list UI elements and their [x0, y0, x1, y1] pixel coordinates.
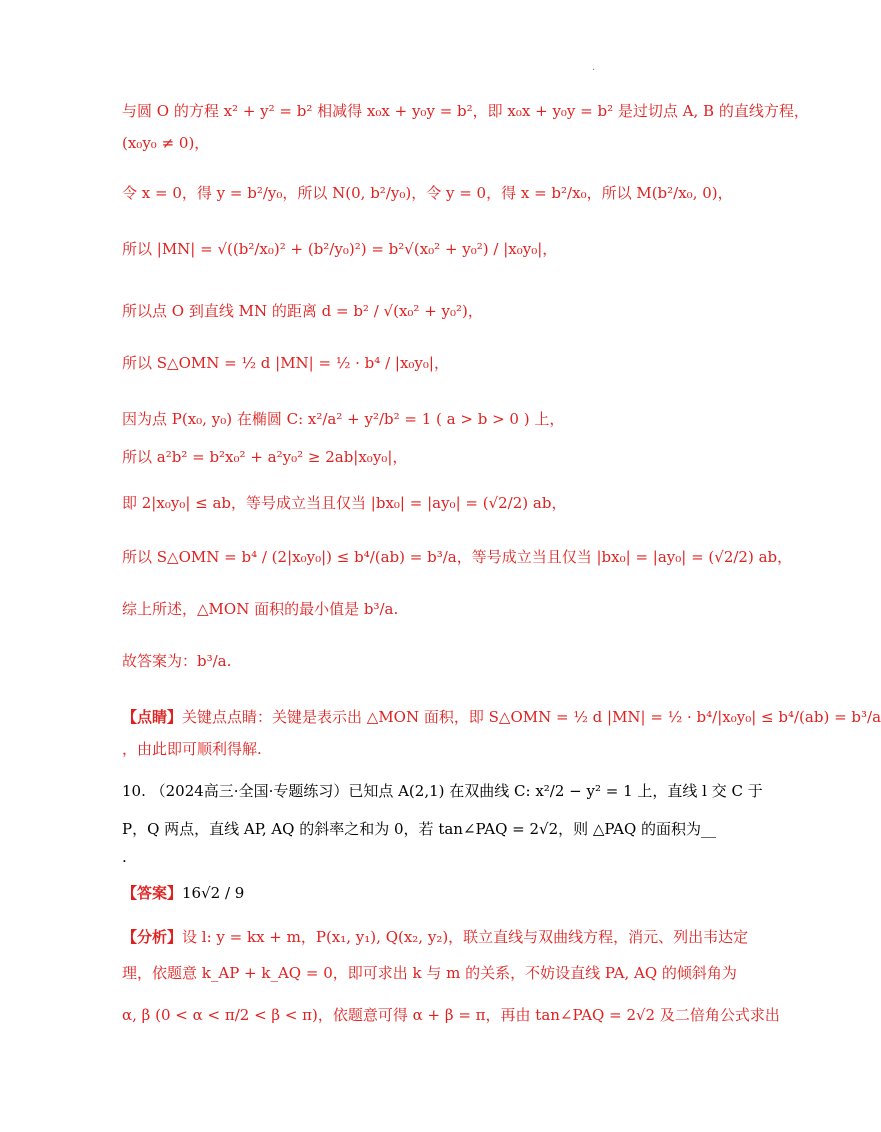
line-text: 所以 a²b² = b²x₀² + a²y₀² ≥ 2ab|x₀y₀|， [122, 448, 408, 466]
answer-value: 16√2 / 9 [182, 884, 245, 902]
line-analysis-2 [122, 962, 737, 984]
analysis-tag: 【分析】 [122, 928, 183, 946]
line-area-bound [122, 546, 792, 568]
line-area-expression [122, 352, 449, 374]
line-text: . [122, 848, 127, 866]
line-distance [122, 300, 483, 322]
line-text: ，由此即可顺利得解. [122, 740, 262, 758]
line-text: 理，依题意 k_AP + k_AQ = 0，即可求出 k 与 m 的关系，不妨设直线 PA, AQ 的倾斜角为 [122, 964, 737, 982]
line-key-point-end [122, 738, 262, 760]
line-text: 设 l: y = kx + m，P(x₁, y₁), Q(x₂, y₂)，联立直线与双曲线方程，消元、列出韦达定 [182, 928, 749, 946]
page-mark: . [592, 62, 596, 73]
line-text: 故答案为：b³/a. [122, 652, 232, 670]
line-text: 即 2|x₀y₀| ≤ ab，等号成立当且仅当 |bx₀| = |ay₀| = (√2/2) ab， [122, 494, 567, 512]
line-question-10-cont [122, 818, 716, 840]
line-answer [122, 650, 231, 672]
line-text: 所以 S△OMN = ½ d |MN| = ½ · b⁴ / |x₀y₀|， [122, 354, 449, 372]
line-text: α, β (0 < α < π/2 < β < π)，依题意可得 α + β = π，再由 tan∠PAQ = 2√2 及二倍角公式求出 [122, 1006, 780, 1024]
line-text: 因为点 P(x₀, y₀) 在椭圆 C: x²/a² + y²/b² = 1 ( a > b > 0 ) 上， [122, 410, 565, 428]
line-text: 所以点 O 到直线 MN 的距离 d = b² / √(x₀² + y₀²)， [122, 302, 483, 320]
line-text: 所以 S△OMN = b⁴ / (2|x₀y₀|) ≤ b⁴/(ab) = b³/a，等号成立当且仅当 |bx₀| = |ay₀| = (√2/2) ab， [122, 548, 793, 566]
line-text: 与圆 O 的方程 x² + y² = b² 相减得 x₀x + y₀y = b²，即 x₀x + y₀y = b² 是过切点 A, B 的直线方程， [122, 102, 809, 120]
line-analysis [122, 926, 748, 948]
line-text: P，Q 两点，直线 AP, AQ 的斜率之和为 0，若 tan∠PAQ = 2√2，则 △PAQ 的面积为__ [122, 820, 717, 838]
line-question-10 [122, 780, 763, 802]
line-condition [122, 132, 209, 154]
line-text: 所以 |MN| = √((b²/x₀)² + (b²/y₀)²) = b²√(x₀² + y₀²) / |x₀y₀|， [122, 240, 558, 258]
line-text: 令 x = 0，得 y = b²/y₀，所以 N(0, b²/y₀)，令 y = 0，得 x = b²/x₀，所以 M(b²/x₀, 0)， [122, 184, 733, 202]
line-text: 综上所述，△MON 面积的最小值是 b³/a. [122, 600, 399, 618]
line-analysis-3 [122, 1004, 780, 1026]
line-text: (x₀y₀ ≠ 0)， [122, 134, 210, 152]
answer-tag: 【答案】 [122, 884, 183, 902]
line-text: 10. （2024高三·全国·专题练习）已知点 A(2,1) 在双曲线 C: x²/2 − y² = 1 上，直线 l 交 C 于 [122, 782, 763, 800]
line-inequality [122, 446, 407, 468]
line-tangent-chord-equation [122, 100, 809, 122]
line-ellipse-condition [122, 408, 564, 430]
line-answer-10 [122, 882, 244, 904]
key-point-tag: 【点睛】 [122, 708, 183, 726]
line-intercepts [122, 182, 733, 204]
line-equality-condition [122, 492, 566, 514]
line-text: 关键点点睛：关键是表示出 △MON 面积，即 S△OMN = ½ d |MN| = ½ · b⁴/|x₀y₀| ≤ b⁴/(ab) = b³/a [182, 708, 881, 726]
line-conclusion [122, 598, 398, 620]
line-key-point [122, 706, 881, 728]
line-question-10-end [122, 846, 127, 868]
line-mn-length [122, 238, 557, 260]
